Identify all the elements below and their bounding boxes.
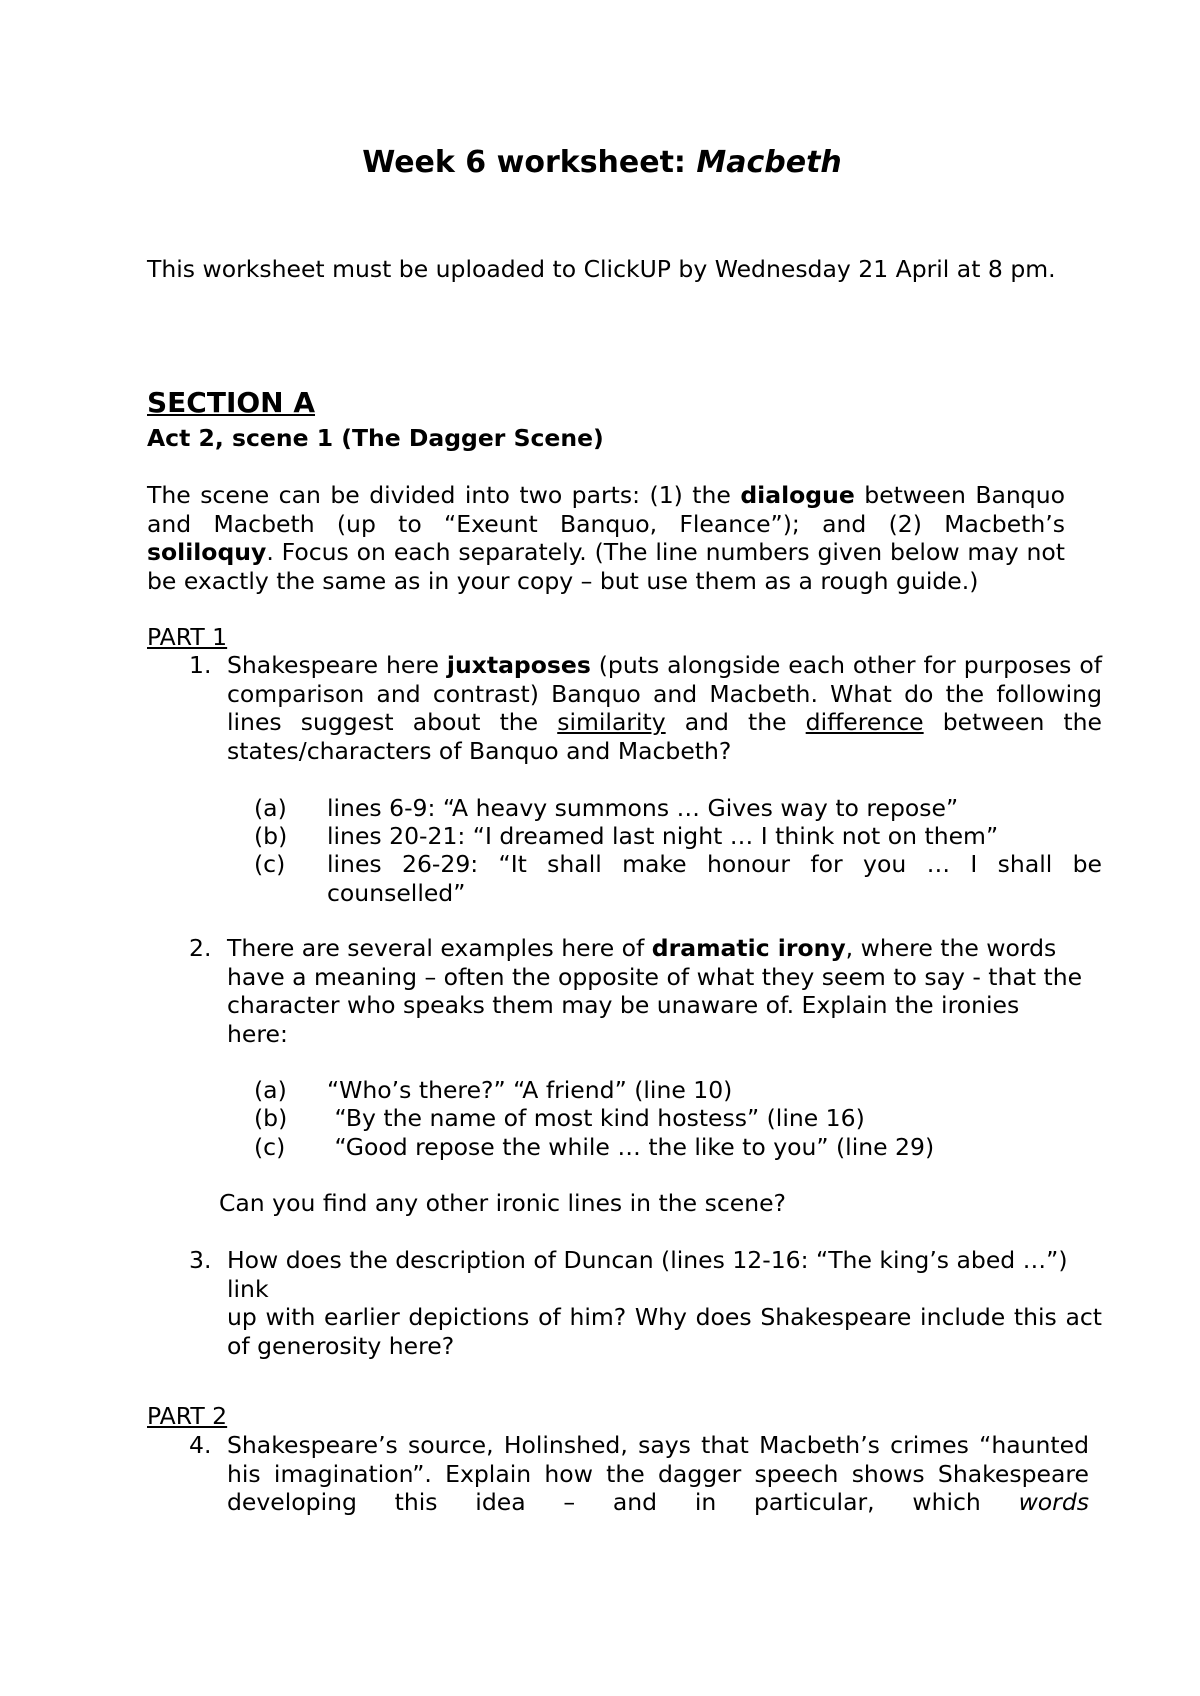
similarity-term: similarity xyxy=(557,708,666,736)
section-heading: SECTION A xyxy=(147,386,316,419)
q2-text: There are several examples here of dramatic irony, where the words have a meaning – often the opposite of what they seem to say - that the character who speaks them may be unaware of. Explain the ironies here: xyxy=(227,934,1083,1048)
title-italic: Macbeth xyxy=(696,145,842,180)
q2-sub-text: “Who’s there?” “A friend” (line 10) xyxy=(327,1076,733,1104)
dramatic-irony-term: dramatic irony xyxy=(651,934,846,962)
q4-text: Shakespeare’s source, Holinshed, says that Macbeth’s crimes “haunted his imagination”. Explain how the dagger speech shows Shakespeare developing this idea – and in particular, which words xyxy=(227,1431,1089,1516)
scene-heading: Act 2, scene 1 (The Dagger Scene) xyxy=(147,424,604,452)
dialogue-term: dialogue xyxy=(740,481,855,509)
q1-sub-label: (b) xyxy=(254,822,288,850)
words-emphasis: words xyxy=(1018,1488,1089,1516)
q2-sub-label: (b) xyxy=(254,1104,288,1132)
part1-heading: PART 1 xyxy=(147,623,228,651)
instructions-paragraph: The scene can be divided into two parts: (1) the dialogue between Banquo and Macbeth (up to “Exeunt Banquo, Fleance”); and (2) Macbeth’s soliloquy. Focus on each separately. (The line numbers given below may not be exactly the same as in your copy – but use them as a rough guide.) xyxy=(147,481,1065,595)
juxtaposes-term: juxtaposes xyxy=(446,651,591,679)
q3-line1: How does the description of Duncan (lines 12-16: “The king’s abed …”) link xyxy=(227,1246,1068,1303)
q3-number: 3. xyxy=(189,1246,212,1274)
difference-term: difference xyxy=(805,708,924,736)
q2-sub-label: (a) xyxy=(254,1076,287,1104)
q2-followup: Can you find any other ironic lines in the scene? xyxy=(219,1189,787,1217)
title-text: Week 6 worksheet: xyxy=(362,145,686,180)
q2-sub-text: “By the name of most kind hostess” (line 16) xyxy=(327,1104,865,1132)
soliloquy-term: soliloquy xyxy=(147,538,267,566)
q1-sub-text: lines 6-9: “A heavy summons … Gives way to repose” xyxy=(327,794,959,822)
q1-sub-label: (a) xyxy=(254,794,287,822)
q3-line2: up with earlier depictions of him? Why does Shakespeare include this act of generosity here? xyxy=(227,1303,1102,1360)
q1-number: 1. xyxy=(189,651,212,679)
q1-text: Shakespeare here juxtaposes (puts alongside each other for purposes of comparison and contrast) Banquo and Macbeth. What do the following lines suggest about the similarity and the difference between the states/characters of Banquo and Macbeth? xyxy=(227,651,1102,765)
q4-number: 4. xyxy=(189,1431,212,1459)
part2-heading: PART 2 xyxy=(147,1402,228,1430)
page-title xyxy=(147,144,1057,182)
q2-sub-label: (c) xyxy=(254,1133,286,1161)
q2-sub-text: “Good repose the while … the like to you” (line 29) xyxy=(327,1133,935,1161)
q1-sub-label: (c) xyxy=(254,850,286,878)
q1-sub-text: lines 26-29: “It shall make honour for you … I shall be counselled” xyxy=(327,850,1102,907)
q2-number: 2. xyxy=(189,934,212,962)
intro-text: This worksheet must be uploaded to ClickUP by Wednesday 21 April at 8 pm. xyxy=(147,255,1056,283)
q1-sub-text: lines 20-21: “I dreamed last night … I think not on them” xyxy=(327,822,999,850)
